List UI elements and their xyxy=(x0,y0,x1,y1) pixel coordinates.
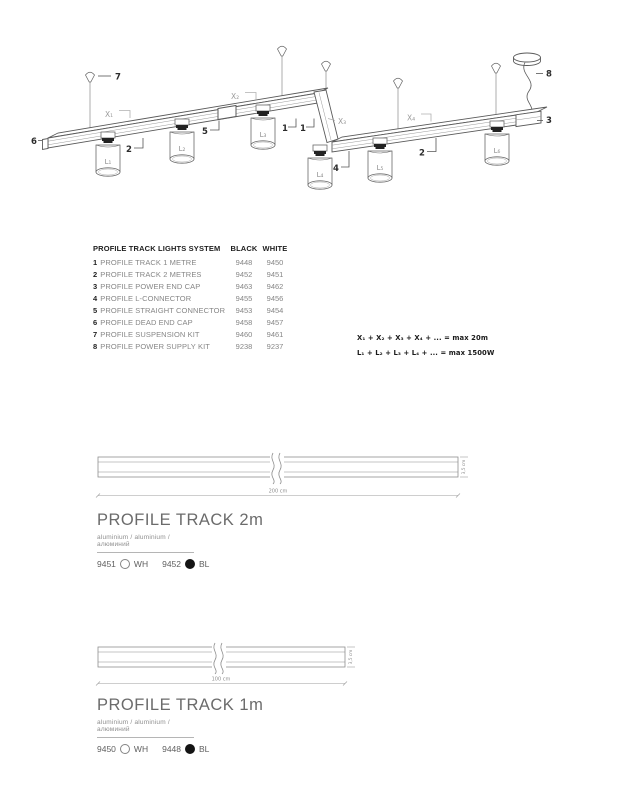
suspension-cone xyxy=(86,72,95,134)
dead-end-cap xyxy=(43,139,49,150)
x2-label: X₂ xyxy=(231,92,240,101)
product-track-2m xyxy=(97,511,397,569)
track-segment-2 xyxy=(332,107,547,152)
callout-4: 4 xyxy=(333,164,339,174)
materials-line: aluminium / aluminium / алюминий xyxy=(97,719,194,738)
row-num: 1 xyxy=(93,258,98,267)
row-num: 2 xyxy=(93,270,98,279)
row-name: PROFILE SUSPENSION KIT xyxy=(100,330,200,339)
code-black: 9458 xyxy=(235,318,253,327)
callout-1b: 1 xyxy=(300,124,306,134)
lamp xyxy=(308,145,332,189)
product-title: PROFILE TRACK 2m xyxy=(97,511,264,529)
suspension-cone xyxy=(394,78,403,135)
finish-label: BL xyxy=(199,559,210,569)
white-swatch-icon xyxy=(120,744,130,754)
code-white: 9237 xyxy=(266,342,284,351)
row-num: 3 xyxy=(93,282,98,291)
suspension-cone xyxy=(278,46,287,102)
table-row xyxy=(93,341,291,353)
code-black: 9238 xyxy=(235,342,253,351)
lamp-label: L₁ xyxy=(104,158,112,166)
table-row xyxy=(93,269,291,281)
table-row xyxy=(93,305,291,317)
lamp-label: L₄ xyxy=(316,171,324,179)
code-black: 9452 xyxy=(162,559,182,569)
row-name: PROFILE TRACK 1 METRE xyxy=(100,258,197,267)
code-white: 9451 xyxy=(266,270,284,279)
code-black: 9460 xyxy=(235,330,253,339)
callout-8: 8 xyxy=(546,69,552,80)
l-connector xyxy=(314,90,338,143)
callout-5: 5 xyxy=(202,127,208,137)
suspension-cone xyxy=(492,63,501,121)
straight-connector xyxy=(218,106,236,120)
parts-table-header xyxy=(93,243,291,255)
parts-table xyxy=(93,243,291,353)
height-label: 3,5 cm xyxy=(349,649,354,665)
table-row xyxy=(93,317,291,329)
code-white: 9462 xyxy=(266,282,284,291)
row-num: 8 xyxy=(93,342,98,351)
parts-table-title: PROFILE TRACK LIGHTS SYSTEM xyxy=(93,244,221,253)
code-white: 9456 xyxy=(266,294,284,303)
callout-2b: 2 xyxy=(419,148,425,159)
finish-label: BL xyxy=(199,744,210,754)
variant-codes xyxy=(97,744,397,754)
materials-line: aluminium / aluminium / алюминий xyxy=(97,534,194,553)
row-num: 5 xyxy=(93,306,98,315)
column-black: BLACK xyxy=(230,244,258,253)
x4-label: X₄ xyxy=(407,113,416,123)
code-white: 9450 xyxy=(97,744,116,754)
white-swatch-icon xyxy=(120,559,130,569)
product-title: PROFILE TRACK 1m xyxy=(97,696,264,714)
height-label: 3,5 cm xyxy=(462,459,467,475)
code-white: 9450 xyxy=(266,258,284,267)
finish-label: WH xyxy=(133,559,149,569)
callout-7: 7 xyxy=(115,72,121,83)
lamp-label: L₅ xyxy=(376,164,384,172)
table-row xyxy=(93,257,291,269)
code-black: 9453 xyxy=(235,306,253,315)
callout-1a: 1 xyxy=(282,124,288,134)
black-swatch-icon xyxy=(185,559,195,569)
row-name: PROFILE L-CONNECTOR xyxy=(100,294,192,303)
column-white: WHITE xyxy=(262,244,288,253)
code-white: 9454 xyxy=(266,306,284,315)
track-1m-drawing xyxy=(88,637,508,699)
track-2m-drawing xyxy=(88,447,508,509)
row-name: PROFILE DEAD END CAP xyxy=(100,318,193,327)
system-limits xyxy=(357,331,494,360)
black-swatch-icon xyxy=(185,744,195,754)
length-dimension xyxy=(96,489,460,498)
lamp-label: L₃ xyxy=(259,131,267,139)
product-track-1m xyxy=(97,696,397,754)
max-length-formula: X₁ + X₂ + X₃ + X₄ + ... = max 20m xyxy=(357,334,489,342)
height-dimension xyxy=(460,457,468,477)
lamp-label: L₂ xyxy=(178,145,186,153)
lamp-label: L₆ xyxy=(493,147,501,155)
code-white: 9461 xyxy=(266,330,284,339)
power-supply-kit xyxy=(514,53,541,116)
code-black: 9455 xyxy=(235,294,253,303)
code-white: 9451 xyxy=(97,559,116,569)
x3-label: X₃ xyxy=(338,117,347,126)
length-dimension xyxy=(96,677,347,686)
code-black: 9448 xyxy=(235,258,253,267)
row-name: PROFILE POWER SUPPLY KIT xyxy=(100,342,210,351)
row-num: 6 xyxy=(93,318,98,327)
row-name: PROFILE POWER END CAP xyxy=(100,282,201,291)
x1-label: X₁ xyxy=(105,110,114,119)
table-row xyxy=(93,293,291,305)
code-black: 9448 xyxy=(162,744,182,754)
code-white: 9457 xyxy=(266,318,284,327)
height-dimension xyxy=(347,647,355,667)
length-label: 200 cm xyxy=(268,488,288,495)
table-row xyxy=(93,329,291,341)
callout-6: 6 xyxy=(31,137,37,147)
finish-label: WH xyxy=(133,744,149,754)
code-black: 9463 xyxy=(235,282,253,291)
system-diagram xyxy=(30,30,575,215)
table-row xyxy=(93,281,291,293)
row-num: 7 xyxy=(93,330,98,339)
callout-3: 3 xyxy=(546,116,552,126)
callout-2a: 2 xyxy=(126,145,132,155)
max-power-formula: L₁ + L₂ + L₃ + L₄ + ... = max 1500W xyxy=(357,348,495,357)
row-name: PROFILE TRACK 2 METRES xyxy=(100,270,202,279)
variant-codes xyxy=(97,559,397,569)
row-name: PROFILE STRAIGHT CONNECTOR xyxy=(100,306,226,315)
row-num: 4 xyxy=(93,294,98,303)
length-label: 100 cm xyxy=(211,676,231,683)
code-black: 9452 xyxy=(235,270,253,279)
